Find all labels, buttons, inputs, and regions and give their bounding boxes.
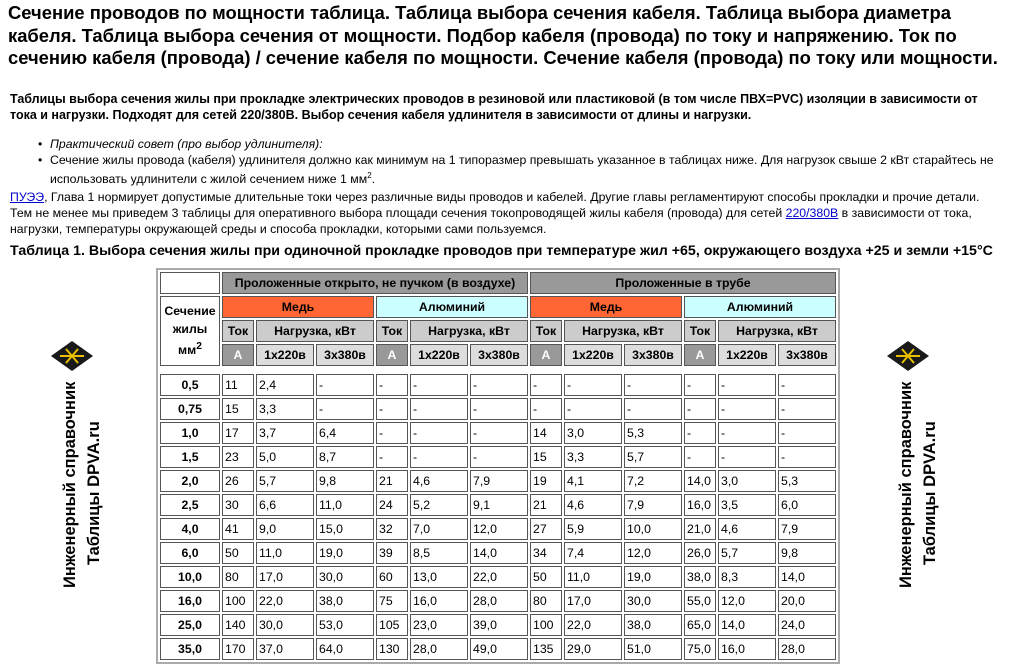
tip-text: Сечение жилы провода (кабеля) удлинителя должно как минимум на 1 типоразмер превышать указанное в таблицах ниже. Для нагрузок свыше 2 кВт старайтесь не использовать удлинители с жилой сечением ниже 1 мм — [50, 153, 994, 187]
tok-header: Ток — [684, 320, 716, 342]
table-row — [160, 518, 836, 540]
value-cell: 6,0 — [778, 494, 836, 516]
value-cell: 30,0 — [256, 614, 314, 636]
value-cell: - — [376, 374, 408, 396]
group-pipe-header: Проложенные в трубе — [530, 272, 836, 294]
tip-text-item — [38, 152, 998, 187]
value-cell: 11 — [222, 374, 254, 396]
value-cell: 38,0 — [316, 590, 374, 612]
value-cell: 53,0 — [316, 614, 374, 636]
value-cell: 50 — [222, 542, 254, 564]
value-cell: 3,3 — [564, 446, 622, 468]
value-cell: 14,0 — [684, 470, 716, 492]
value-cell: 12,0 — [718, 590, 776, 612]
value-cell: 5,2 — [410, 494, 468, 516]
value-cell: - — [530, 398, 562, 420]
value-cell: 11,0 — [564, 566, 622, 588]
value-cell: 80 — [530, 590, 562, 612]
value-cell: - — [316, 398, 374, 420]
section-cell: 16,0 — [160, 590, 220, 612]
value-cell: 14 — [530, 422, 562, 444]
value-cell: 10,0 — [624, 518, 682, 540]
load-header: Нагрузка, кВт — [564, 320, 682, 342]
value-cell: 5,7 — [718, 542, 776, 564]
copper-open-header: Медь — [222, 296, 374, 318]
section-cell: 2,0 — [160, 470, 220, 492]
value-cell: 34 — [530, 542, 562, 564]
group-open-header: Проложенные открыто, не пучком (в воздухе) — [222, 272, 528, 294]
value-cell: - — [410, 446, 468, 468]
table-row — [160, 542, 836, 564]
value-cell: 16,0 — [410, 590, 468, 612]
table-row — [160, 566, 836, 588]
table-row — [160, 422, 836, 444]
table-row — [160, 614, 836, 636]
side-text-left — [30, 381, 110, 590]
copper-pipe-header: Медь — [530, 296, 682, 318]
value-cell: 3,0 — [564, 422, 622, 444]
value-cell: 7,0 — [410, 518, 468, 540]
load-header: Нагрузка, кВт — [256, 320, 374, 342]
value-cell: - — [376, 422, 408, 444]
value-cell: 75 — [376, 590, 408, 612]
value-cell: 21,0 — [684, 518, 716, 540]
value-cell: - — [530, 374, 562, 396]
v220-header: 1х220в — [718, 344, 776, 366]
voltage-link[interactable]: 220/380В — [785, 206, 839, 220]
value-cell: - — [718, 398, 776, 420]
section-cell: 6,0 — [160, 542, 220, 564]
value-cell: 75,0 — [684, 638, 716, 660]
value-cell: 9,8 — [778, 542, 836, 564]
amp-unit-header: А — [376, 344, 408, 366]
value-cell: 80 — [222, 566, 254, 588]
table-caption: Таблица 1. Выбора сечения жилы при одиночной прокладке проводов при температуре жил +65, окружающего воздуха +25 и земли +15°С — [10, 243, 993, 259]
value-cell: 19 — [530, 470, 562, 492]
value-cell: - — [624, 398, 682, 420]
section-cell: 1,0 — [160, 422, 220, 444]
value-cell: - — [316, 374, 374, 396]
value-cell: 3,0 — [718, 470, 776, 492]
value-cell: 19,0 — [316, 542, 374, 564]
table-row — [160, 494, 836, 516]
value-cell: 17,0 — [564, 590, 622, 612]
value-cell: 28,0 — [470, 590, 528, 612]
value-cell: 8,5 — [410, 542, 468, 564]
amp-unit-header: А — [530, 344, 562, 366]
value-cell: 41 — [222, 518, 254, 540]
value-cell: 55,0 — [684, 590, 716, 612]
load-header: Нагрузка, кВт — [718, 320, 836, 342]
v380-header: 3х380в — [778, 344, 836, 366]
value-cell: 4,1 — [564, 470, 622, 492]
aluminum-pipe-header: Алюминий — [684, 296, 836, 318]
value-cell: - — [778, 398, 836, 420]
value-cell: 30,0 — [624, 590, 682, 612]
value-cell: 6,6 — [256, 494, 314, 516]
value-cell: - — [564, 374, 622, 396]
value-cell: 15 — [530, 446, 562, 468]
value-cell: 12,0 — [624, 542, 682, 564]
side-banner-right — [866, 340, 946, 600]
value-cell: 23 — [222, 446, 254, 468]
value-cell: 5,3 — [778, 470, 836, 492]
value-cell: 7,9 — [624, 494, 682, 516]
value-cell: 26 — [222, 470, 254, 492]
value-cell: - — [684, 398, 716, 420]
v220-header: 1х220в — [256, 344, 314, 366]
value-cell: 3,3 — [256, 398, 314, 420]
value-cell: 14,0 — [718, 614, 776, 636]
value-cell: - — [684, 446, 716, 468]
value-cell: 39 — [376, 542, 408, 564]
value-cell: 49,0 — [470, 638, 528, 660]
value-cell: 3,5 — [718, 494, 776, 516]
value-cell: 29,0 — [564, 638, 622, 660]
value-cell: 8,7 — [316, 446, 374, 468]
value-cell: 21 — [376, 470, 408, 492]
value-cell: 38,0 — [684, 566, 716, 588]
value-cell: - — [470, 398, 528, 420]
section-cell: 2,5 — [160, 494, 220, 516]
side-line-1: Инженерный справочник — [897, 381, 915, 588]
dpva-diamond-logo-icon — [50, 340, 94, 372]
value-cell: 51,0 — [624, 638, 682, 660]
amp-unit-header: А — [684, 344, 716, 366]
tips-list — [38, 136, 998, 187]
value-cell: - — [718, 374, 776, 396]
tip-title-item — [38, 136, 998, 152]
value-cell: - — [778, 374, 836, 396]
tip-tail: . — [371, 172, 376, 187]
value-cell: 9,1 — [470, 494, 528, 516]
value-cell: - — [376, 446, 408, 468]
value-cell: 32 — [376, 518, 408, 540]
value-cell: 5,3 — [624, 422, 682, 444]
value-cell: 28,0 — [410, 638, 468, 660]
side-line-2: Таблицы DPVA.ru — [921, 421, 939, 565]
table-body — [160, 374, 836, 660]
value-cell: 17,0 — [256, 566, 314, 588]
tip-title: Практический совет (про выбор удлинителя): — [50, 137, 323, 151]
value-cell: 60 — [376, 566, 408, 588]
value-cell: 11,0 — [256, 542, 314, 564]
tip-sup: 2 — [367, 171, 372, 180]
value-cell: 14,0 — [470, 542, 528, 564]
header-spacer — [160, 368, 836, 372]
load-header: Нагрузка, кВт — [410, 320, 528, 342]
value-cell: 16,0 — [684, 494, 716, 516]
section-cell: 0,5 — [160, 374, 220, 396]
value-cell: 5,7 — [624, 446, 682, 468]
value-cell: 140 — [222, 614, 254, 636]
value-cell: 100 — [530, 614, 562, 636]
pue-link[interactable]: ПУЭЭ — [10, 190, 45, 204]
value-cell: - — [718, 446, 776, 468]
section-label: Сечение жилы мм — [164, 304, 216, 358]
value-cell: 21 — [530, 494, 562, 516]
value-cell: 11,0 — [316, 494, 374, 516]
value-cell: - — [718, 422, 776, 444]
value-cell: - — [684, 374, 716, 396]
value-cell: 7,9 — [778, 518, 836, 540]
table-wrapper — [156, 268, 840, 664]
value-cell: 27 — [530, 518, 562, 540]
corner-cell — [160, 272, 220, 294]
table-row — [160, 374, 836, 396]
value-cell: 24 — [376, 494, 408, 516]
value-cell: 9,0 — [256, 518, 314, 540]
section-cell: 4,0 — [160, 518, 220, 540]
value-cell: 22,0 — [564, 614, 622, 636]
value-cell: 2,4 — [256, 374, 314, 396]
value-cell: - — [410, 374, 468, 396]
side-line-1: Инженерный справочник — [61, 381, 79, 588]
value-cell: 16,0 — [718, 638, 776, 660]
v380-header: 3х380в — [470, 344, 528, 366]
value-cell: 22,0 — [470, 566, 528, 588]
value-cell: - — [410, 422, 468, 444]
value-cell: - — [410, 398, 468, 420]
value-cell: 130 — [376, 638, 408, 660]
value-cell: 19,0 — [624, 566, 682, 588]
value-cell: 4,6 — [564, 494, 622, 516]
pue-text-1: , Глава 1 нормирует допустимые длительные токи через различные виды проводов и кабелей. Другие главы регламентируют способы прокладки и прочие детали. Тем не менее мы приведем 3 таблицы для оперативного выбора площади сечения токопроводящей жилы кабеля (провода) для сетей — [10, 190, 980, 220]
value-cell: 9,8 — [316, 470, 374, 492]
section-cell: 10,0 — [160, 566, 220, 588]
value-cell: 6,4 — [316, 422, 374, 444]
value-cell: 50 — [530, 566, 562, 588]
value-cell: 12,0 — [470, 518, 528, 540]
value-cell: 38,0 — [624, 614, 682, 636]
value-cell: 14,0 — [778, 566, 836, 588]
aluminum-open-header: Алюминий — [376, 296, 528, 318]
pue-paragraph — [10, 189, 1000, 237]
value-cell: 37,0 — [256, 638, 314, 660]
value-cell: 4,6 — [410, 470, 468, 492]
table-row — [160, 398, 836, 420]
value-cell: 30,0 — [316, 566, 374, 588]
value-cell: - — [778, 446, 836, 468]
value-cell: 65,0 — [684, 614, 716, 636]
section-cell: 35,0 — [160, 638, 220, 660]
section-cell: 0,75 — [160, 398, 220, 420]
tok-header: Ток — [530, 320, 562, 342]
side-text-right — [866, 381, 946, 590]
section-header — [160, 296, 220, 366]
tok-header: Ток — [222, 320, 254, 342]
value-cell: 5,7 — [256, 470, 314, 492]
value-cell: 26,0 — [684, 542, 716, 564]
section-sup: 2 — [196, 341, 202, 353]
value-cell: 15,0 — [316, 518, 374, 540]
value-cell: 22,0 — [256, 590, 314, 612]
value-cell: 30 — [222, 494, 254, 516]
v220-header: 1х220в — [410, 344, 468, 366]
table-row — [160, 638, 836, 660]
table-row — [160, 446, 836, 468]
amp-unit-header: А — [222, 344, 254, 366]
pue-text-2: в зависимости от тока, нагрузки, температуры окружающей среды и способа прокладки, которыми сами пользуемся. — [10, 206, 972, 236]
value-cell: - — [564, 398, 622, 420]
tok-header: Ток — [376, 320, 408, 342]
value-cell: 24,0 — [778, 614, 836, 636]
value-cell: 170 — [222, 638, 254, 660]
value-cell: - — [376, 398, 408, 420]
side-line-2: Таблицы DPVA.ru — [85, 421, 103, 565]
section-cell: 25,0 — [160, 614, 220, 636]
value-cell: 3,7 — [256, 422, 314, 444]
value-cell: 4,6 — [718, 518, 776, 540]
value-cell: - — [470, 446, 528, 468]
value-cell: 23,0 — [410, 614, 468, 636]
value-cell: - — [470, 422, 528, 444]
table-row — [160, 470, 836, 492]
value-cell: 100 — [222, 590, 254, 612]
value-cell: - — [470, 374, 528, 396]
section-cell: 1,5 — [160, 446, 220, 468]
table-row — [160, 590, 836, 612]
value-cell: 105 — [376, 614, 408, 636]
value-cell: 5,0 — [256, 446, 314, 468]
value-cell: 28,0 — [778, 638, 836, 660]
cable-section-table — [156, 268, 840, 664]
value-cell: 39,0 — [470, 614, 528, 636]
value-cell: - — [624, 374, 682, 396]
value-cell: 7,9 — [470, 470, 528, 492]
value-cell: 7,4 — [564, 542, 622, 564]
value-cell: 64,0 — [316, 638, 374, 660]
value-cell: 17 — [222, 422, 254, 444]
v380-header: 3х380в — [624, 344, 682, 366]
side-banner-left — [30, 340, 110, 600]
value-cell: 5,9 — [564, 518, 622, 540]
value-cell: 15 — [222, 398, 254, 420]
v380-header: 3х380в — [316, 344, 374, 366]
value-cell: - — [684, 422, 716, 444]
value-cell: 7,2 — [624, 470, 682, 492]
value-cell: 20,0 — [778, 590, 836, 612]
value-cell: 13,0 — [410, 566, 468, 588]
page-title: Сечение проводов по мощности таблица. Таблица выбора сечения кабеля. Таблица выбора диаметра кабеля. Таблица выбора сечения от мощности. Подбор кабеля (провода) по току и напряжению. Ток по сечению кабеля (провода) / сечение кабеля по мощности. Сечение кабеля (провода) по току или мощности. — [8, 2, 998, 68]
value-cell: - — [778, 422, 836, 444]
dpva-diamond-logo-icon — [886, 340, 930, 372]
value-cell: 135 — [530, 638, 562, 660]
value-cell: 8,3 — [718, 566, 776, 588]
intro-text: Таблицы выбора сечения жилы при прокладке электрических проводов в резиновой или пластиковой (в том числе ПВХ=PVC) изоляции в зависимости от тока и нагрузки. Подходят для сетей 220/380В. Выбор сечения кабеля удлинителя в зависимости от длины и нагрузки. — [10, 92, 978, 122]
v220-header: 1х220в — [564, 344, 622, 366]
